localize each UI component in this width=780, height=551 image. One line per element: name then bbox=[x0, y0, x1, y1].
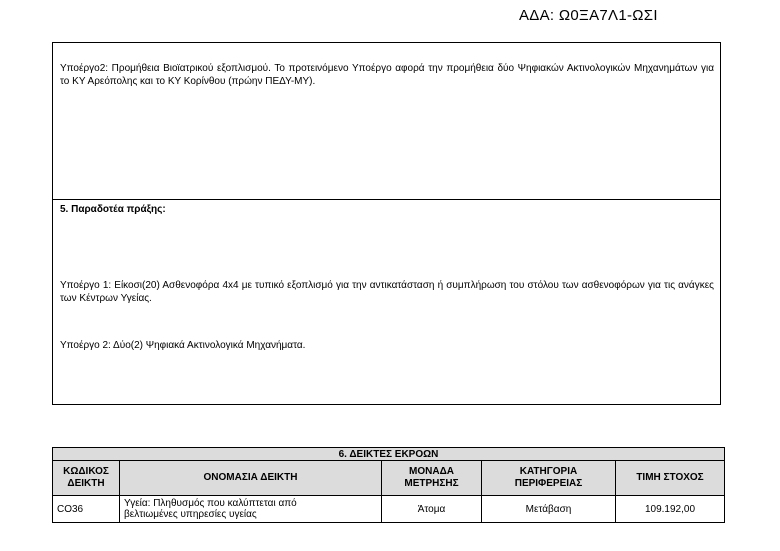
cell-name: Υγεία: Πληθυσμός που καλύπτεται από βελτιωμένες υπηρεσίες υγείας bbox=[120, 496, 382, 523]
deliverables-heading: 5. Παραδοτέα πράξης: bbox=[60, 204, 166, 215]
table-row bbox=[53, 496, 725, 523]
cell-target: 109.192,00 bbox=[616, 496, 725, 523]
cell-code: CO36 bbox=[53, 496, 120, 523]
column-header-code: ΚΩΔΙΚΟΣ ΔΕΙΚΤΗ bbox=[53, 461, 120, 496]
ada-code: ΑΔΑ: Ω0ΞΑ7Λ1-ΩΣΙ bbox=[519, 7, 658, 24]
subproject2-description: Υποέργο2: Προμήθεια Βιοϊατρικού εξοπλισμού. Το προτεινόμενο Υποέργο αφορά την προμήθεια δύο Ψηφιακών Ακτινολογικών Μηχανημάτων για το ΚΥ Αρεόπολης και το ΚΥ Κορίνθου (πρώην ΠΕΔΥ-ΜΥ). bbox=[60, 63, 714, 87]
deliverable-subproject2: Υποέργο 2: Δύο(2) Ψηφιακά Ακτινολογικά Μηχανήματα. bbox=[60, 340, 306, 351]
deliverables-box bbox=[52, 199, 721, 405]
indicators-title: 6. ΔΕΙΚΤΕΣ ΕΚΡΟΩΝ bbox=[53, 448, 725, 461]
cell-category: Μετάβαση bbox=[482, 496, 616, 523]
column-header-target: ΤΙΜΗ ΣΤΟΧΟΣ bbox=[616, 461, 725, 496]
column-header-category: ΚΑΤΗΓΟΡΙΑ ΠΕΡΙΦΕΡΕΙΑΣ bbox=[482, 461, 616, 496]
subproject-description-box bbox=[52, 42, 721, 200]
deliverable-subproject1: Υποέργο 1: Είκοσι(20) Ασθενοφόρα 4x4 με τυπικό εξοπλισμό για την αντικατάσταση ή συμπλήρωση του στόλου των ασθενοφόρων για τις ανάγκες των Κέντρων Υγείας. bbox=[60, 280, 714, 304]
cell-unit: Άτομα bbox=[382, 496, 482, 523]
column-header-name: ΟΝΟΜΑΣΙΑ ΔΕΙΚΤΗ bbox=[120, 461, 382, 496]
output-indicators-table bbox=[52, 447, 725, 523]
column-header-unit: ΜΟΝΑΔΑ ΜΕΤΡΗΣΗΣ bbox=[382, 461, 482, 496]
